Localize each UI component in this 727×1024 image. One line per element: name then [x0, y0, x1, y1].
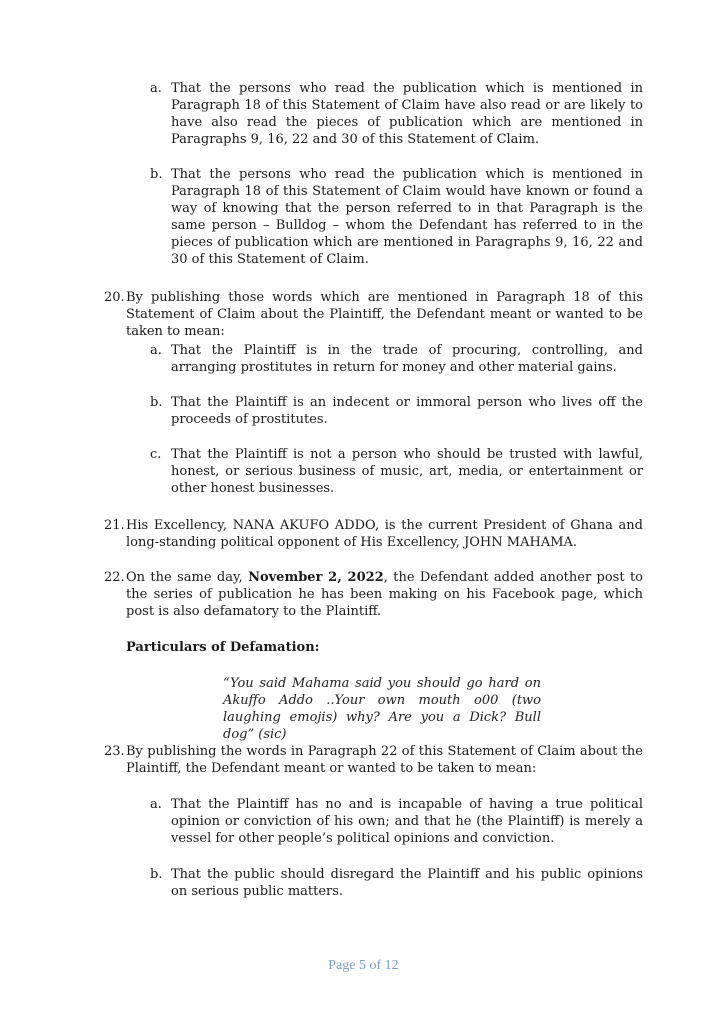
paragraph-number: 23.	[104, 744, 125, 759]
item-label: a.	[150, 81, 162, 96]
item-text: That the persons who read the publication which is mentioned in Paragraph 18 of this Statement of Claim have also read or are likely to have also read the pieces of publication which are mentioned in Paragraphs 9, 16, 22 and 30 of this Statement of Claim.	[171, 81, 643, 147]
subparagraph-20a	[150, 342, 643, 376]
subparagraph-19a	[150, 80, 643, 148]
item-label: c.	[150, 447, 162, 462]
item-label: b.	[150, 867, 163, 882]
subparagraph-19b	[150, 166, 643, 268]
paragraph-number: 21.	[104, 518, 125, 533]
paragraph-text: His Excellency, NANA AKUFO ADDO, is the current President of Ghana and long-standing political opponent of His Excellency, JOHN MAHAMA.	[126, 518, 643, 550]
paragraph-number: 20.	[104, 290, 125, 305]
item-text: That the Plaintiff is in the trade of procuring, controlling, and arranging prostitutes in return for money and other material gains.	[171, 343, 643, 375]
text-segment: , the Defendant added another post to the series of publication he has been making on his Facebook page, which post is also defamatory to the Plaintiff.	[126, 570, 643, 619]
page-number-footer: Page 5 of 12	[328, 958, 399, 973]
item-text: That the persons who read the publication which is mentioned in Paragraph 18 of this Statement of Claim would have known or found a way of knowing that the person referred to in that Paragraph is the same person – Bulldog – whom the Defendant has referred to in the pieces of publication which are mentioned in Paragraphs 9, 16, 22 and 30 of this Statement of Claim.	[171, 167, 643, 267]
particulars-heading: Particulars of Defamation:	[126, 640, 320, 655]
item-label: a.	[150, 797, 162, 812]
item-text: That the Plaintiff is not a person who should be trusted with lawful, honest, or serious business of music, art, media, or entertainment or other honest businesses.	[171, 447, 643, 496]
item-text: That the Plaintiff is an indecent or immoral person who lives off the proceeds of prostitutes.	[171, 395, 643, 427]
text-segment: On the same day,	[126, 570, 249, 585]
subparagraph-23a	[150, 796, 643, 847]
subparagraph-23b	[150, 866, 643, 900]
item-label: b.	[150, 167, 163, 182]
paragraph-21	[104, 517, 643, 551]
paragraph-text: By publishing those words which are mentioned in Paragraph 18 of this Statement of Claim about the Plaintiff, the Defendant meant or wanted to be taken to mean:	[126, 290, 643, 339]
paragraph-22	[104, 569, 643, 620]
paragraph-text	[126, 569, 643, 620]
paragraph-text: By publishing the words in Paragraph 22 of this Statement of Claim about the Plaintiff, the Defendant meant or wanted to be taken to mean:	[126, 744, 643, 776]
defamation-quote: “You said Mahama said you should go hard on Akuffo Addo ..Your own mouth o00 (two laughing emojis) why? Are you a Dick? Bull dog” (sic)	[223, 676, 541, 742]
item-label: b.	[150, 395, 163, 410]
item-text: That the Plaintiff has no and is incapable of having a true political opinion or conviction of his own; and that he (the Plaintiff) is merely a vessel for other people’s political opinions and conviction.	[171, 797, 643, 846]
paragraph-number: 22.	[104, 570, 125, 585]
paragraph-23	[104, 743, 643, 777]
date-bold: November 2, 2022	[248, 570, 384, 585]
subparagraph-20b	[150, 394, 643, 428]
item-label: a.	[150, 343, 162, 358]
item-text: That the public should disregard the Plaintiff and his public opinions on serious public matters.	[171, 867, 643, 899]
paragraph-20	[104, 289, 643, 340]
subparagraph-20c	[150, 446, 643, 497]
